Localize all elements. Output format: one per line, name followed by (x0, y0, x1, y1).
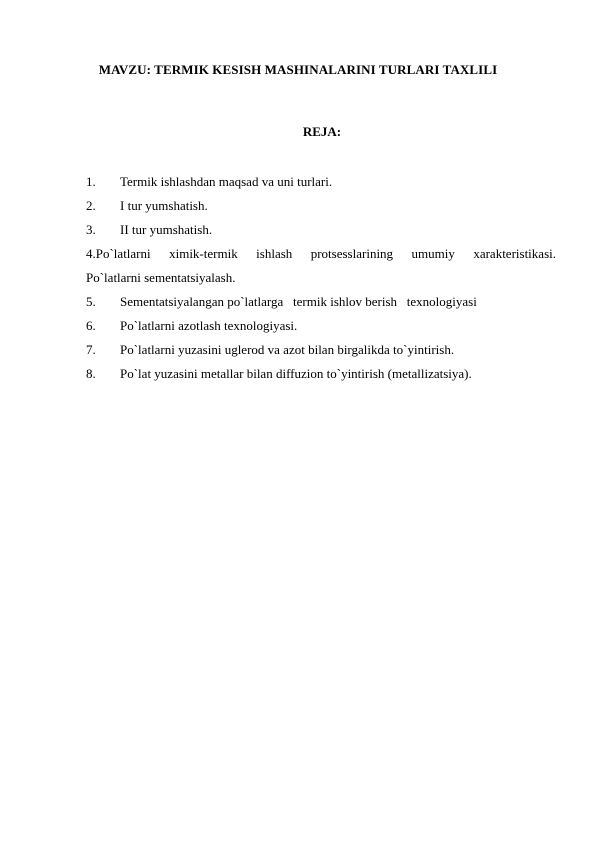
list-item-text: Sementatsiyalangan po`latlarga termik ishlov berish texnologiyasi (120, 294, 477, 309)
list-item (86, 170, 513, 194)
list-item-text: Po`latlarni azotlash texnologiyasi. (120, 318, 298, 333)
list-item-text: II tur yumshatish. (120, 222, 213, 237)
plan-list (86, 170, 556, 386)
list-item-text: Termik ishlashdan maqsad va uni turlari. (120, 174, 333, 189)
list-item-number: 6. (86, 318, 96, 333)
list-item-number: 1. (86, 174, 96, 189)
list-item (86, 362, 513, 386)
list-item-number: 2. (86, 198, 96, 213)
list-item-text: Po`lat yuzasini metallar bilan diffuzion to`yintirish (metallizatsiya). (120, 366, 472, 381)
list-item-number: 7. (86, 342, 96, 357)
list-item-number: 5. (86, 294, 96, 309)
list-item-4-line-2: Po`latlarni sementatsiyalash. (86, 270, 236, 285)
list-item-number: 3. (86, 222, 96, 237)
list-item (86, 194, 513, 218)
list-item-text: I tur yumshatish. (120, 198, 208, 213)
list-item (86, 290, 513, 314)
list-item (86, 314, 513, 338)
list-item-4-line-1: 4.Po`latlarni ximik-termik ishlash protsesslarining umumiy xarakteristikasi. (86, 246, 556, 261)
list-item (86, 218, 513, 242)
list-item (86, 338, 513, 362)
list-item-number: 8. (86, 366, 96, 381)
document-title: MAVZU: TERMIK KESISH MASHINALARINI TURLARI TAXLILI (98, 62, 498, 77)
list-item-text: Po`latlarni yuzasini uglerod va azot bilan birgalikda to`yintirish. (120, 342, 455, 357)
plan-heading: REJA: (302, 124, 342, 139)
